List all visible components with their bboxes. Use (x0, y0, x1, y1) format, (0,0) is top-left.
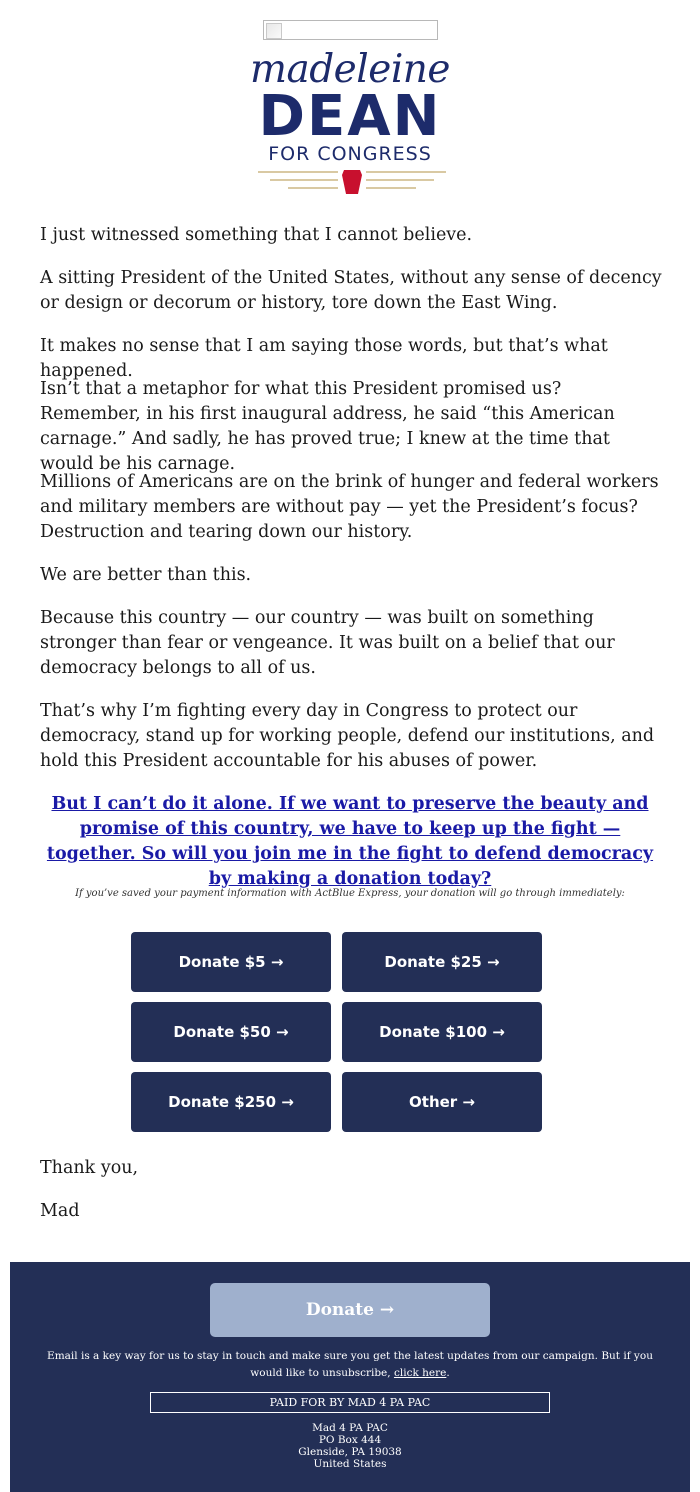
signoff-thanks: Thank you, (40, 1158, 139, 1178)
keystone-icon (342, 170, 362, 194)
body-paragraph: Isn’t that a metaphor for what this President promised us? Remember, in his first inaugural address, he said “this American carnage.” And sadly, he has proved true; I knew at the time that would be his carnage. (40, 379, 615, 474)
address-line: Glenside, PA 19038 (298, 1446, 402, 1458)
unsubscribe-period: . (446, 1367, 450, 1379)
logo-tagline: FOR CONGRESS (268, 143, 432, 165)
broken-image-placeholder (263, 20, 438, 40)
body-paragraph: That’s why I’m fighting every day in Congress to protect our democracy, stand up for working people, defend our institutions, and hold this President accountable for his abuses of power. (40, 701, 655, 771)
donate-other-button[interactable]: Other → (342, 1072, 542, 1132)
footer-donate-button[interactable]: Donate → (210, 1283, 490, 1337)
email-footer (10, 1262, 690, 1492)
unsubscribe-notice (40, 1348, 660, 1382)
body-paragraph: A sitting President of the United States, without any sense of decency or design or decorum or history, tore down the East Wing. (40, 268, 662, 313)
logo-stripe (366, 187, 416, 189)
donate-50-button[interactable]: Donate $50 → (131, 1002, 331, 1062)
logo-first-name: madeleine (249, 47, 450, 92)
body-paragraph: Millions of Americans are on the brink of hunger and federal workers and military members are without pay — yet the President’s focus? Destruction and tearing down our history. (40, 472, 659, 542)
body-paragraph: Because this country — our country — was built on something stronger than fear or vengeance. It was built on a belief that our democracy belongs to all of us. (40, 608, 615, 678)
donate-250-button[interactable]: Donate $250 → (131, 1072, 331, 1132)
unsubscribe-link[interactable]: click here (393, 1367, 447, 1379)
unsubscribe-text: Email is a key way for us to stay in touch and make sure you get the latest updates from our campaign. But if you would like to unsubscribe, (47, 1350, 653, 1379)
address-line: United States (313, 1458, 387, 1470)
donate-25-button[interactable]: Donate $25 → (342, 932, 542, 992)
logo-last-name: DEAN (258, 84, 442, 149)
donation-appeal-link[interactable]: But I can’t do it alone. If we want to preserve the beauty and promise of this country, we have to keep up the fight — together. So will you join me in the fight to defend democracy by making a donation today? (46, 794, 654, 889)
logo-stripe (366, 179, 434, 181)
donate-100-button[interactable]: Donate $100 → (342, 1002, 542, 1062)
mailing-address (10, 1422, 690, 1470)
donate-5-button[interactable]: Donate $5 → (131, 932, 331, 992)
logo-stripe (258, 171, 338, 173)
body-paragraph: I just witnessed something that I cannot believe. (40, 225, 473, 245)
paid-for-disclaimer: PAID FOR BY MAD 4 PA PAC (150, 1392, 550, 1413)
logo-stripe (270, 179, 338, 181)
body-paragraph: It makes no sense that I am saying those words, but that’s what happened. (40, 336, 608, 381)
logo-stripe (366, 171, 446, 173)
actblue-express-note: If you’ve saved your payment information with ActBlue Express, your donation will go through immediately: (75, 888, 625, 899)
address-line: PO Box 444 (318, 1434, 382, 1446)
logo-stripe (288, 187, 338, 189)
body-paragraph: We are better than this. (40, 565, 252, 585)
address-line: Mad 4 PA PAC (312, 1422, 388, 1434)
email-header (0, 0, 700, 210)
signoff-name: Mad (40, 1201, 80, 1221)
